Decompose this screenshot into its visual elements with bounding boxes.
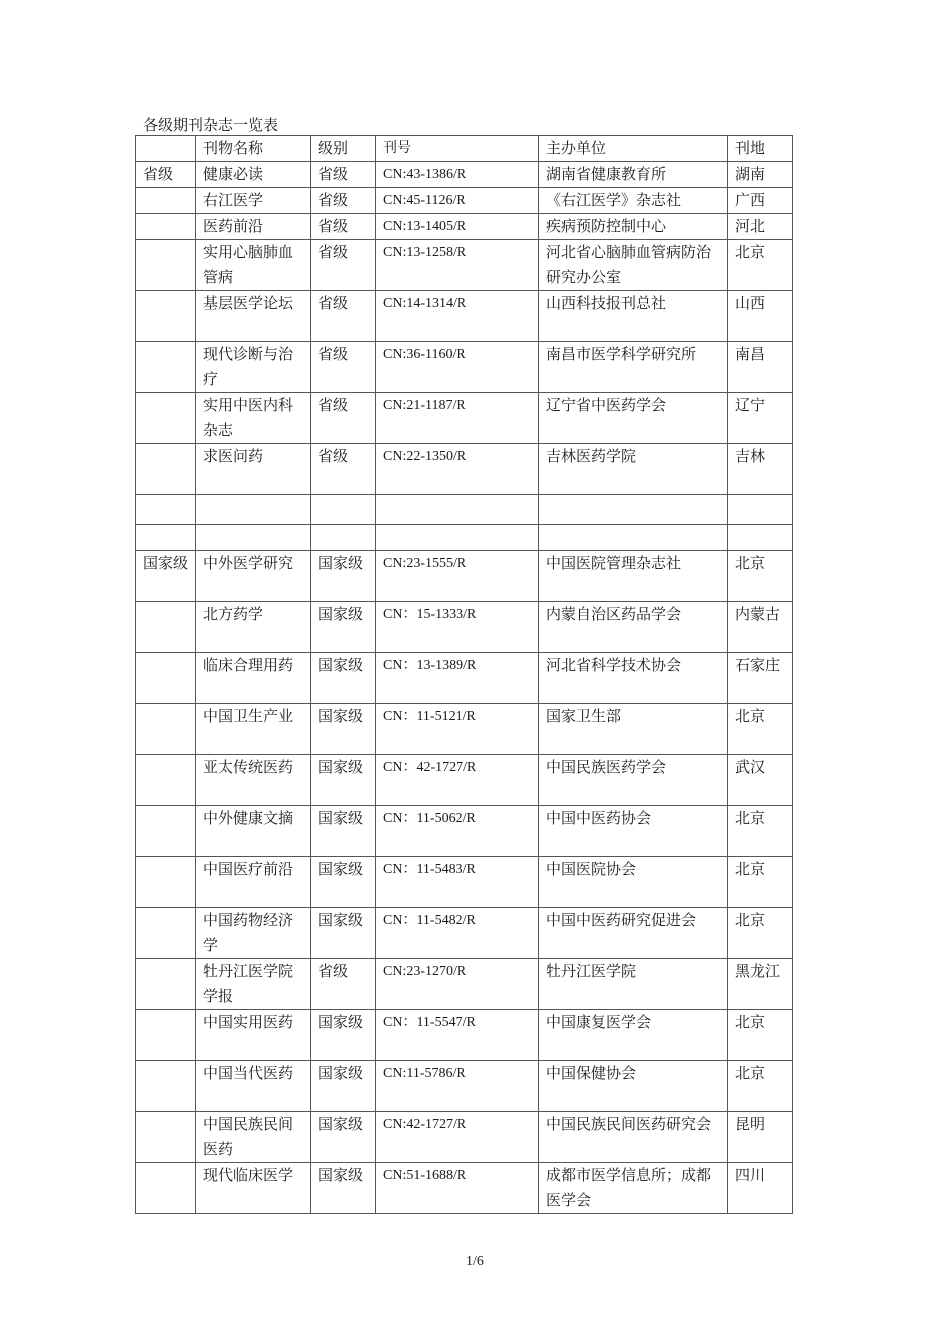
cell-journal-name: 中国当代医药 (196, 1061, 311, 1112)
cell-level: 省级 (311, 393, 376, 444)
cell-level: 省级 (311, 959, 376, 1010)
cell-publisher: 吉林医药学院 (539, 444, 728, 495)
cell-level-group (136, 214, 196, 240)
table-row (136, 908, 793, 959)
cell-publisher: 山西科技报刊总社 (539, 291, 728, 342)
cell-issn: CN：42-1727/R (376, 755, 539, 806)
cell-location: 湖南 (728, 162, 793, 188)
cell-level-group (136, 1061, 196, 1112)
cell-journal-name: 亚太传统医药 (196, 755, 311, 806)
table-row (136, 240, 793, 291)
table-row (136, 602, 793, 653)
cell-publisher: 辽宁省中医药学会 (539, 393, 728, 444)
cell-publisher: 成都市医学信息所；成都医学会 (539, 1163, 728, 1214)
table-row (136, 214, 793, 240)
cell-journal-name: 健康必读 (196, 162, 311, 188)
cell-issn: CN:23-1555/R (376, 551, 539, 602)
cell-issn: CN:21-1187/R (376, 393, 539, 444)
cell-level-group (136, 806, 196, 857)
cell-publisher: 中国医院管理杂志社 (539, 551, 728, 602)
cell-journal-name: 牡丹江医学院学报 (196, 959, 311, 1010)
cell-level: 国家级 (311, 755, 376, 806)
table-row (136, 495, 793, 525)
cell-level: 国家级 (311, 1163, 376, 1214)
cell-issn: CN:14-1314/R (376, 291, 539, 342)
cell-publisher: 河北省科学技术协会 (539, 653, 728, 704)
cell-publisher: 中国民族民间医药研究会 (539, 1112, 728, 1163)
cell-publisher: 疾病预防控制中心 (539, 214, 728, 240)
cell-level: 国家级 (311, 1112, 376, 1163)
cell-journal-name: 医药前沿 (196, 214, 311, 240)
cell-issn: CN:45-1126/R (376, 188, 539, 214)
cell-publisher (539, 525, 728, 551)
cell-journal-name: 北方药学 (196, 602, 311, 653)
cell-journal-name: 实用中医内科杂志 (196, 393, 311, 444)
cell-issn: CN：11-5547/R (376, 1010, 539, 1061)
cell-level-group (136, 653, 196, 704)
cell-level-group (136, 240, 196, 291)
cell-level: 国家级 (311, 908, 376, 959)
cell-location: 昆明 (728, 1112, 793, 1163)
cell-level-group: 国家级 (136, 551, 196, 602)
cell-level-group (136, 857, 196, 908)
table-row (136, 291, 793, 342)
cell-issn: CN:36-1160/R (376, 342, 539, 393)
table-row (136, 959, 793, 1010)
cell-issn: CN：11-5062/R (376, 806, 539, 857)
cell-issn: CN：11-5482/R (376, 908, 539, 959)
cell-level: 国家级 (311, 551, 376, 602)
cell-location: 北京 (728, 551, 793, 602)
cell-location: 内蒙古 (728, 602, 793, 653)
cell-location (728, 495, 793, 525)
cell-location: 黑龙江 (728, 959, 793, 1010)
cell-location: 四川 (728, 1163, 793, 1214)
cell-level: 省级 (311, 214, 376, 240)
cell-journal-name: 实用心脑肺血管病 (196, 240, 311, 291)
cell-level: 省级 (311, 188, 376, 214)
cell-journal-name: 中国医疗前沿 (196, 857, 311, 908)
cell-journal-name: 中国卫生产业 (196, 704, 311, 755)
cell-location: 北京 (728, 1010, 793, 1061)
cell-location: 辽宁 (728, 393, 793, 444)
cell-level-group (136, 704, 196, 755)
cell-publisher: 湖南省健康教育所 (539, 162, 728, 188)
cell-location: 河北 (728, 214, 793, 240)
cell-publisher: 中国医院协会 (539, 857, 728, 908)
journal-table (135, 135, 793, 1214)
cell-level: 国家级 (311, 653, 376, 704)
cell-level-group (136, 908, 196, 959)
cell-level: 国家级 (311, 806, 376, 857)
cell-journal-name: 现代诊断与治疗 (196, 342, 311, 393)
cell-journal-name (196, 525, 311, 551)
table-row (136, 342, 793, 393)
cell-journal-name: 临床合理用药 (196, 653, 311, 704)
cell-publisher: 南昌市医学科学研究所 (539, 342, 728, 393)
cell-level-group (136, 393, 196, 444)
cell-publisher: 中国民族医药学会 (539, 755, 728, 806)
header-location: 刊地 (728, 136, 793, 162)
cell-location: 山西 (728, 291, 793, 342)
table-row (136, 444, 793, 495)
table-row (136, 188, 793, 214)
table-row (136, 1112, 793, 1163)
cell-journal-name: 中外健康文摘 (196, 806, 311, 857)
cell-location: 南昌 (728, 342, 793, 393)
table-header-row (136, 136, 793, 162)
table-row (136, 653, 793, 704)
cell-journal-name: 中国实用医药 (196, 1010, 311, 1061)
table-row (136, 857, 793, 908)
cell-issn (376, 525, 539, 551)
cell-level-group (136, 444, 196, 495)
cell-journal-name: 中国民族民间医药 (196, 1112, 311, 1163)
cell-location: 北京 (728, 857, 793, 908)
header-journal-name: 刊物名称 (196, 136, 311, 162)
table-row (136, 525, 793, 551)
table-row (136, 806, 793, 857)
cell-level-group (136, 291, 196, 342)
cell-level-group (136, 1163, 196, 1214)
header-level-group (136, 136, 196, 162)
cell-level-group (136, 525, 196, 551)
document-title: 各级期刊杂志一览表 (143, 116, 279, 134)
cell-level: 省级 (311, 291, 376, 342)
cell-level-group (136, 602, 196, 653)
cell-level: 省级 (311, 444, 376, 495)
table-row (136, 393, 793, 444)
cell-location: 武汉 (728, 755, 793, 806)
cell-publisher: 中国康复医学会 (539, 1010, 728, 1061)
cell-publisher (539, 495, 728, 525)
table-row (136, 1163, 793, 1214)
cell-location: 吉林 (728, 444, 793, 495)
cell-issn: CN：11-5121/R (376, 704, 539, 755)
table-row (136, 1061, 793, 1112)
table-row (136, 551, 793, 602)
cell-publisher: 牡丹江医学院 (539, 959, 728, 1010)
cell-level-group (136, 755, 196, 806)
cell-journal-name: 基层医学论坛 (196, 291, 311, 342)
header-issn: 刊号 (376, 136, 539, 162)
cell-level: 省级 (311, 162, 376, 188)
cell-issn: CN:51-1688/R (376, 1163, 539, 1214)
table-row (136, 1010, 793, 1061)
cell-level: 国家级 (311, 857, 376, 908)
cell-issn: CN:13-1258/R (376, 240, 539, 291)
cell-issn: CN：11-5483/R (376, 857, 539, 908)
cell-level-group (136, 959, 196, 1010)
cell-publisher: 国家卫生部 (539, 704, 728, 755)
cell-location (728, 525, 793, 551)
cell-level: 省级 (311, 342, 376, 393)
cell-issn: CN:42-1727/R (376, 1112, 539, 1163)
cell-location: 石家庄 (728, 653, 793, 704)
table-row (136, 704, 793, 755)
cell-issn (376, 495, 539, 525)
cell-level: 国家级 (311, 704, 376, 755)
cell-issn: CN:11-5786/R (376, 1061, 539, 1112)
cell-issn: CN:13-1405/R (376, 214, 539, 240)
cell-location: 广西 (728, 188, 793, 214)
cell-level-group (136, 188, 196, 214)
cell-level: 国家级 (311, 1010, 376, 1061)
cell-journal-name (196, 495, 311, 525)
cell-publisher: 河北省心脑肺血管病防治研究办公室 (539, 240, 728, 291)
cell-journal-name: 中国药物经济学 (196, 908, 311, 959)
header-publisher: 主办单位 (539, 136, 728, 162)
cell-publisher: 内蒙自治区药品学会 (539, 602, 728, 653)
cell-level-group (136, 342, 196, 393)
cell-level: 国家级 (311, 602, 376, 653)
cell-publisher: 中国中医药研究促进会 (539, 908, 728, 959)
cell-level (311, 495, 376, 525)
cell-journal-name: 中外医学研究 (196, 551, 311, 602)
cell-level: 国家级 (311, 1061, 376, 1112)
cell-location: 北京 (728, 1061, 793, 1112)
cell-issn: CN:23-1270/R (376, 959, 539, 1010)
page-number: 1/6 (466, 1254, 484, 1269)
cell-level-group (136, 1010, 196, 1061)
header-level: 级别 (311, 136, 376, 162)
cell-location: 北京 (728, 806, 793, 857)
cell-journal-name: 求医问药 (196, 444, 311, 495)
cell-level-group (136, 495, 196, 525)
cell-journal-name: 现代临床医学 (196, 1163, 311, 1214)
cell-issn: CN：15-1333/R (376, 602, 539, 653)
cell-publisher: 中国中医药协会 (539, 806, 728, 857)
cell-location: 北京 (728, 240, 793, 291)
table-row (136, 162, 793, 188)
cell-level-group (136, 1112, 196, 1163)
cell-level-group: 省级 (136, 162, 196, 188)
cell-issn: CN:43-1386/R (376, 162, 539, 188)
cell-issn: CN：13-1389/R (376, 653, 539, 704)
cell-location: 北京 (728, 908, 793, 959)
table-row (136, 755, 793, 806)
cell-issn: CN:22-1350/R (376, 444, 539, 495)
cell-level (311, 525, 376, 551)
cell-journal-name: 右江医学 (196, 188, 311, 214)
cell-publisher: 中国保健协会 (539, 1061, 728, 1112)
cell-location: 北京 (728, 704, 793, 755)
cell-publisher: 《右江医学》杂志社 (539, 188, 728, 214)
cell-level: 省级 (311, 240, 376, 291)
